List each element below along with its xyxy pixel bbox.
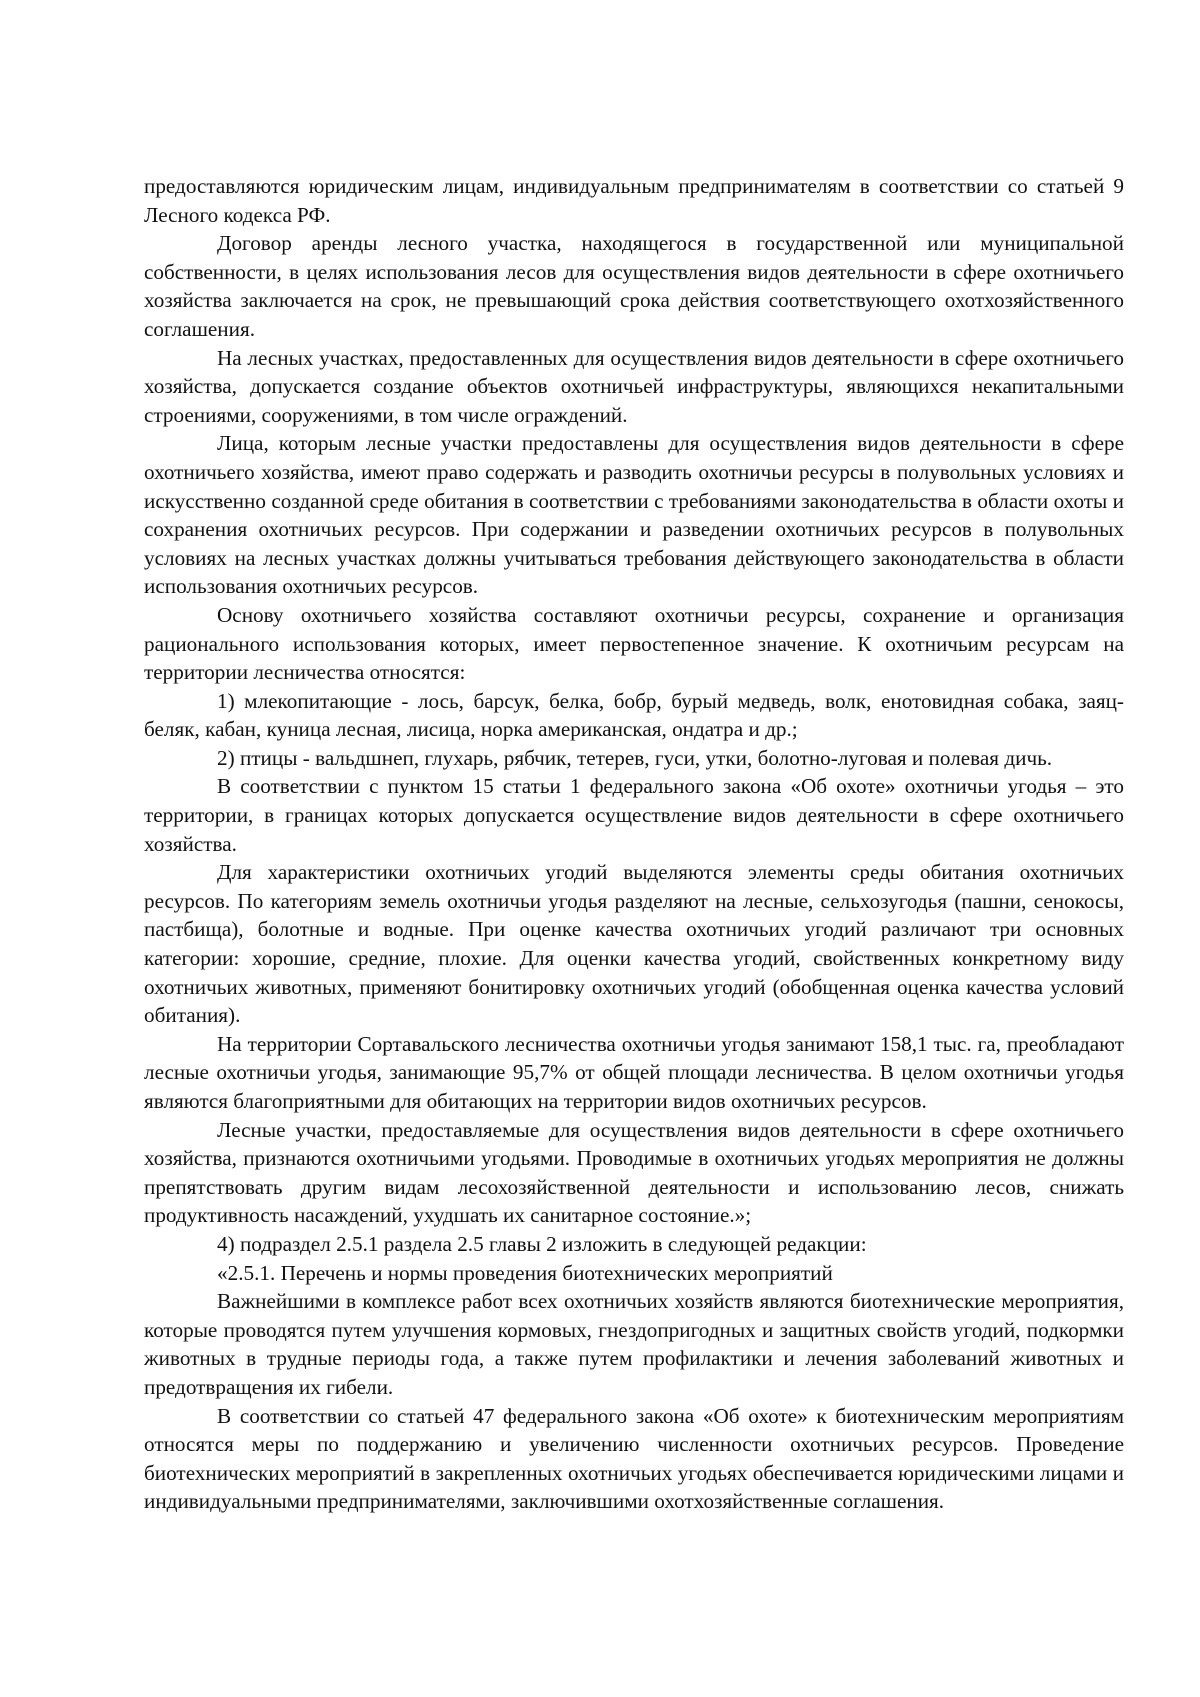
paragraph-14: Важнейшими в комплексе работ всех охотничьих хозяйств являются биотехнические мероприятия, которые проводятся путем улучшения кормовых, гнездопригодных и защитных свойств угодий, подкормки животных в трудные периоды года, а также путем профилактики и лечения заболеваний животных и предотвращения их гибели. bbox=[144, 1289, 1124, 1399]
paragraph-7: 2) птицы - вальдшнеп, глухарь, рябчик, тетерев, гуси, утки, болотно-луговая и полевая дичь. bbox=[217, 745, 1053, 770]
paragraph-8: В соответствии с пунктом 15 статьи 1 федерального закона «Об охоте» охотничьи угодья – это территории, в границах которых допускается осуществление видов деятельности в сфере охотничьего хозяйства. bbox=[144, 774, 1124, 856]
paragraph-5: Основу охотничьего хозяйства составляют охотничьи ресурсы, сохранение и организация рационального использования которых, имеет первостепенное значение. К охотничьим ресурсам на территории лесничества относятся: bbox=[144, 602, 1124, 685]
paragraph-12: 4) подраздел 2.5.1 раздела 2.5 главы 2 изложить в следующей редакции: bbox=[217, 1231, 867, 1256]
paragraph-1: предоставляются юридическим лицам, индивидуальным предпринимателям в соответствии со статьей 9 Лесного кодекса РФ. bbox=[144, 174, 1124, 227]
paragraph-11: Лесные участки, предоставляемые для осуществления видов деятельности в сфере охотничьего хозяйства, признаются охотничьими угодьями. Проводимые в охотничьих угодьях мероприятия не должны препятствовать другим видам лесохозяйственной деятельности и использованию лесов, снижать продуктивность насаждений, ухудшать их санитарное состояние.»; bbox=[144, 1117, 1124, 1228]
paragraph-15: В соответствии со статьей 47 федерального закона «Об охоте» к биотехническим мероприятиям относятся меры по поддержанию и увеличению численности охотничьих ресурсов. Проведение биотехнических мероприятий в закрепленных охотничьих угодьях обеспечивается юридическими лицами и индивидуальными предпринимателями, заключившими охотхозяйственные соглашения. bbox=[144, 1403, 1124, 1514]
document-page bbox=[144, 172, 1124, 1516]
paragraph-9: Для характеристики охотничьих угодий выделяются элементы среды обитания охотничьих ресурсов. По категориям земель охотничьи угодья разделяют на лесные, сельхозугодья (пашни, сенокосы, пастбища), болотные и водные. При оценке качества охотничьих угодий различают три основных категории: хорошие, средние, плохие. Для оценки качества угодий, свойственных конкретному виду охотничьих животных, применяют бонитировку охотничьих угодий (обобщенная оценка качества условий обитания). bbox=[144, 860, 1124, 1028]
paragraph-2: Договор аренды лесного участка, находящегося в государственной или муниципальной собственности, в целях использования лесов для осуществления видов деятельности в сфере охотничьего хозяйства заключается на срок, не превышающий срока действия соответствующего охотхозяйственного соглашения. bbox=[144, 231, 1124, 341]
paragraph-10: На территории Сортавальского лесничества охотничьи угодья занимают 158,1 тыс. га, преобладают лесные охотничьи угодья, занимающие 95,7% от общей площади лесничества. В целом охотничьи угодья являются благоприятными для обитающих на территории видов охотничьих ресурсов. bbox=[144, 1031, 1124, 1113]
paragraph-4: Лица, которым лесные участки предоставлены для осуществления видов деятельности в сфере охотничьего хозяйства, имеют право содержать и разводить охотничьи ресурсы в полувольных условиях и искусственно созданной среде обитания в соответствии с требованиями законодательства в области охоты и сохранения охотничьих ресурсов. При содержании и разведении охотничьих ресурсов в полувольных условиях на лесных участках должны учитываться требования действующего законодательства в области использования охотничьих ресурсов. bbox=[144, 431, 1124, 599]
paragraph-13: «2.5.1. Перечень и нормы проведения биотехнических мероприятий bbox=[217, 1260, 833, 1285]
paragraph-3: На лесных участках, предоставленных для осуществления видов деятельности в сфере охотничьего хозяйства, допускается создание объектов охотничьей инфраструктуры, являющихся некапитальными строениями, сооружениями, в том числе ограждений. bbox=[144, 345, 1124, 427]
paragraph-6: 1) млекопитающие - лось, барсук, белка, бобр, бурый медведь, волк, енотовидная собака, заяц-беляк, кабан, куница лесная, лисица, норка американская, ондатра и др.; bbox=[144, 688, 1124, 742]
